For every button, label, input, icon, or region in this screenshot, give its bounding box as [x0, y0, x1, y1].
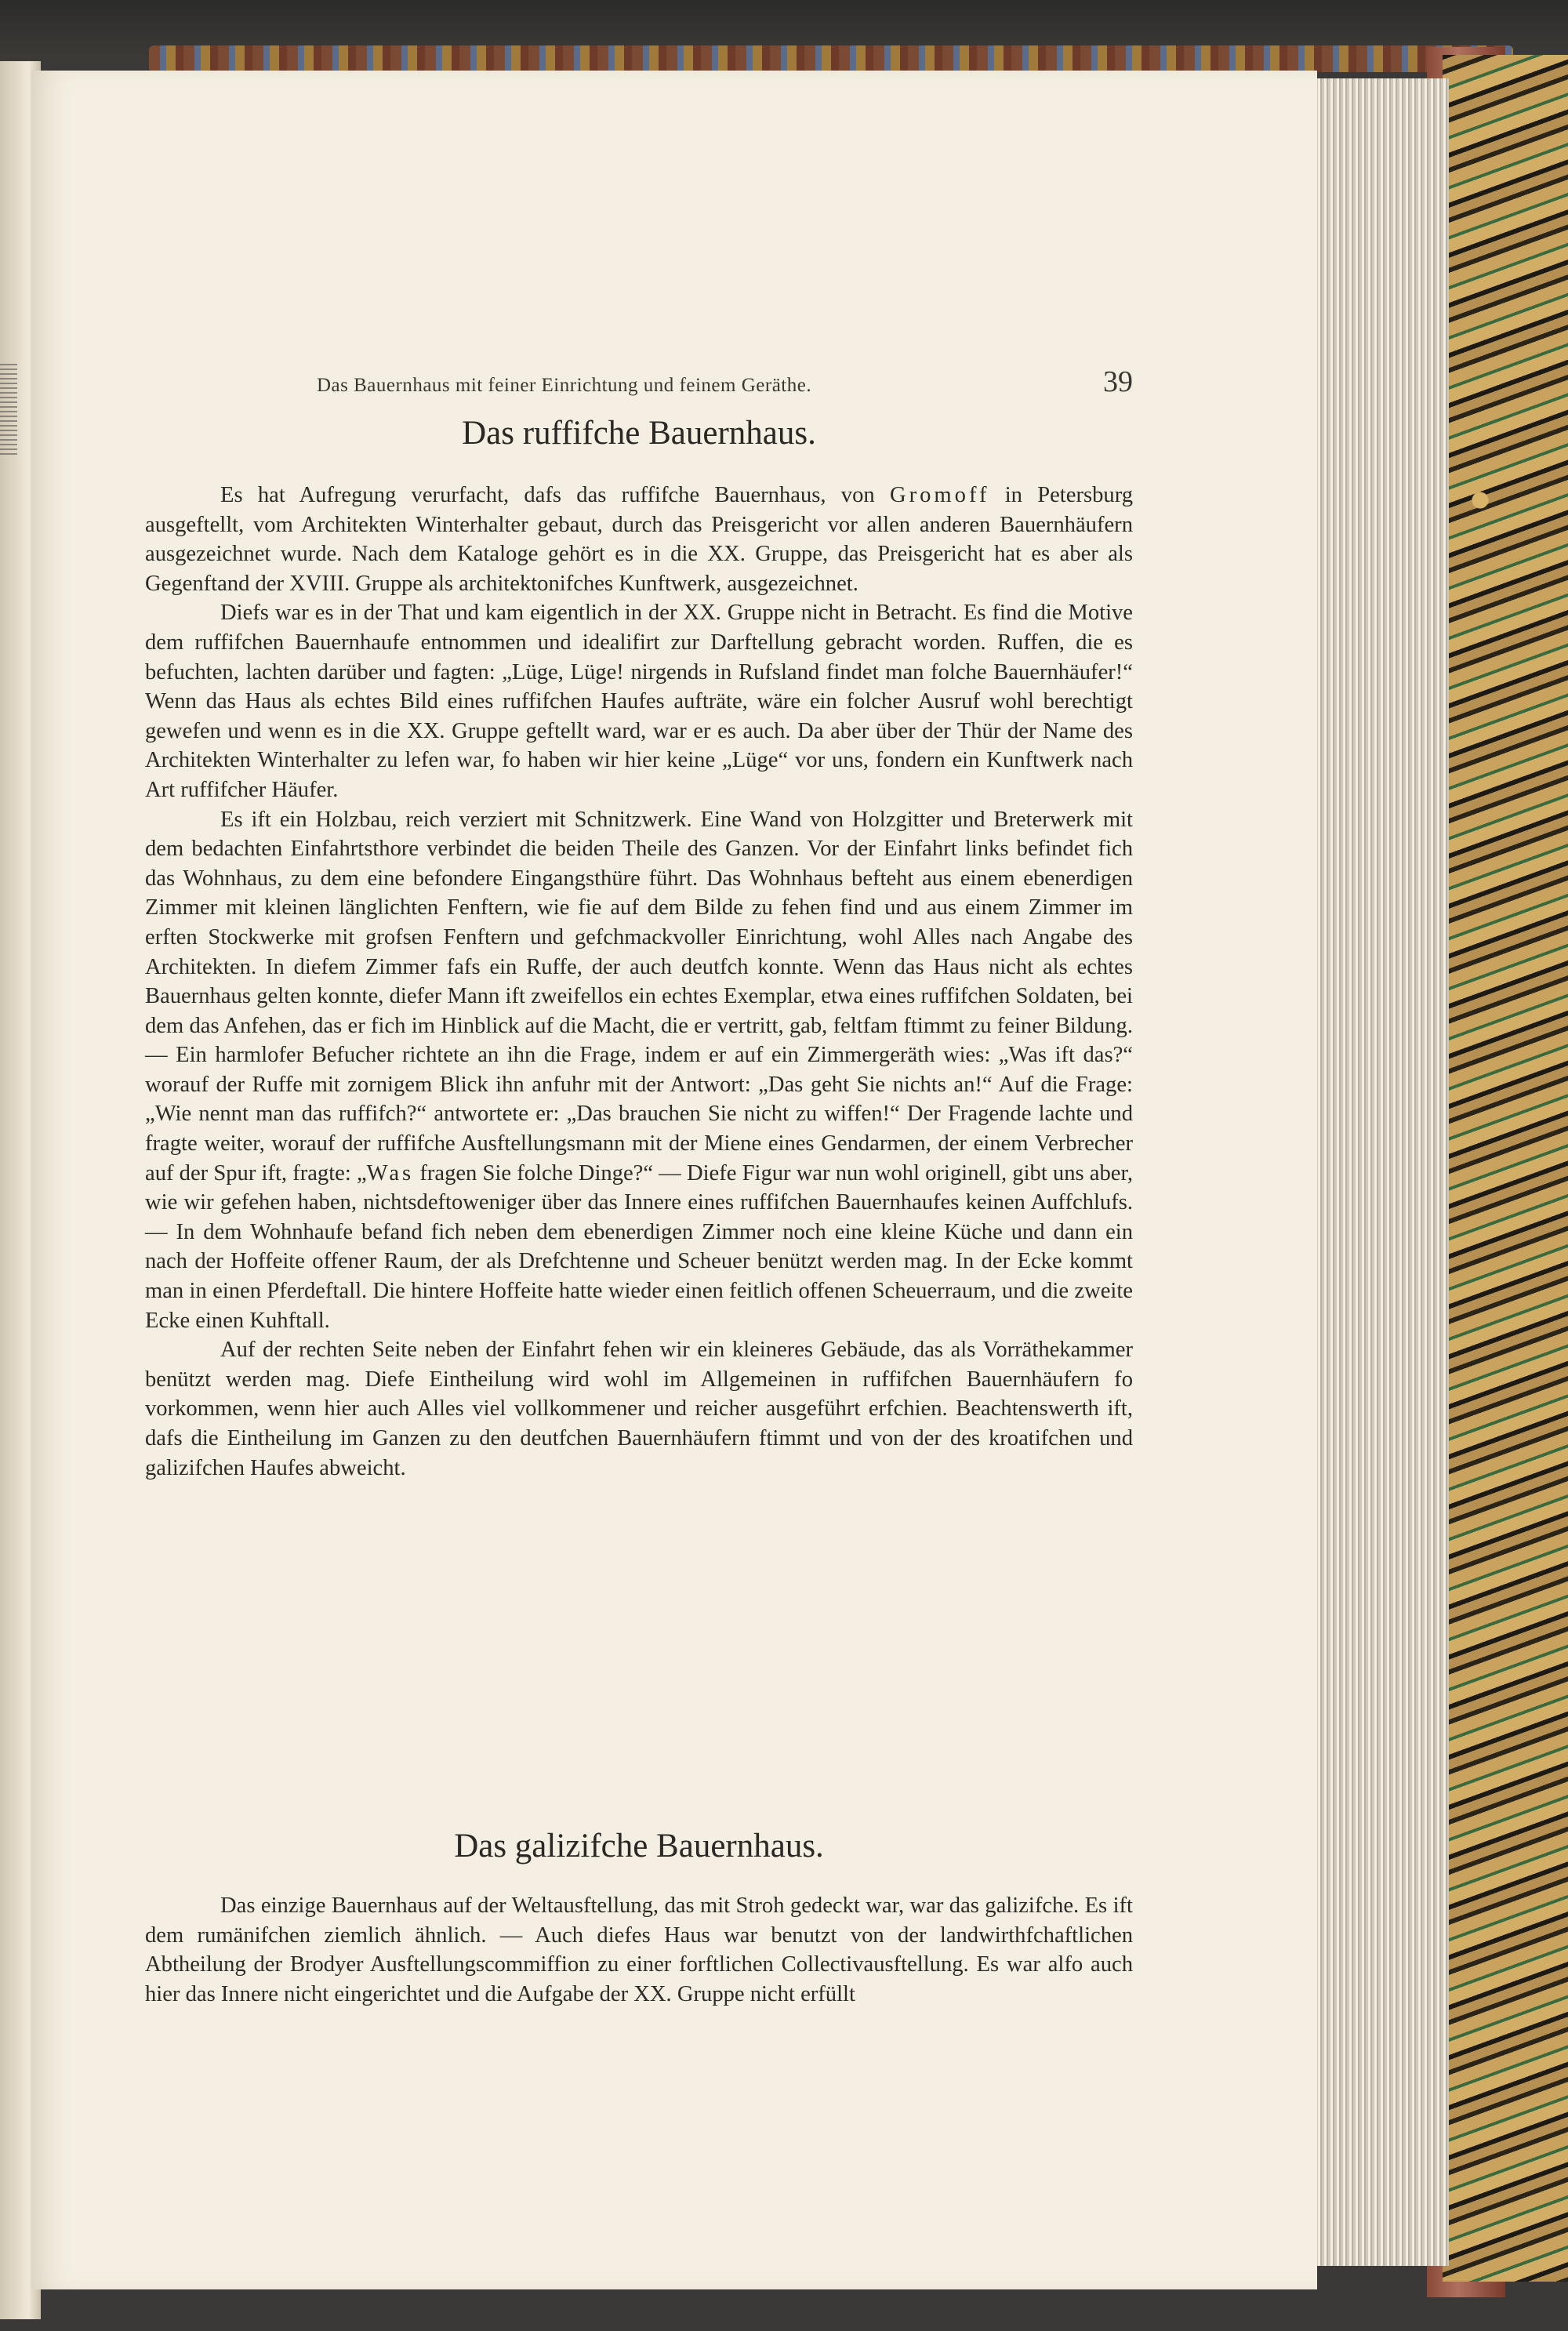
book-page — [31, 71, 1317, 2289]
paragraph-text: fragen Sie folche Dinge?“ — Diefe Figur war nun wohl originell, gibt uns aber, wie wir gefehen haben, nichtsdeftoweniger über das Innere eines ruffifchen Bauernhaufes keinen Auffchlufs. — In dem Wohnhaufe befand fich neben dem ebenerdigen Zimmer noch eine kleine Küche und dann ein nach der Hoffeite offener Raum, der als Drefchtenne und Scheuer benützt werden mag. In der Ecke kommt man in einen Pferdeftall. Die hintere Hoffeite hatte wieder einen feitlich offenen Scheuerraum, und die zweite Ecke einen Kuhftall. — [145, 1160, 1133, 1333]
section-title-russian: Das ruffifche Bauernhaus. — [462, 415, 816, 452]
page-number: 39 — [1103, 365, 1133, 398]
section-title-galician: Das galizifche Bauernhaus. — [454, 1828, 824, 1864]
paragraph: Auf der rechten Seite neben der Einfahrt fehen wir ein kleineres Gebäude, das als Vorräthekammer benützt werden mag. Diefe Eintheilung wird wohl im Allgemeinen in ruffifchen Bauernhäufern fo vorkommen, wenn hier auch Alles viel vollkommener und reicher ausgeführt erfchien. Beachtenswerth ift, dafs die Eintheilung im Ganzen zu den deutfchen Bauernhäufern ftimmt und von der des kroatifchen und galizifchen Haufes abweicht. — [145, 1338, 1133, 1480]
paragraph — [145, 805, 1133, 1336]
marbled-endpaper — [1443, 55, 1568, 2282]
book-cover-edge — [149, 45, 1513, 72]
section-body-galician — [145, 1891, 1133, 2009]
paragraph: Diefs war es in der That und kam eigentlich in der XX. Gruppe nicht in Betracht. Es find die Motive dem ruffifchen Bauernhaufe entnommen und idealifirt zur Darftellung gebracht worden. Ruffen, die es befuchten, lachten darüber und fagten: „Lüge, Lüge! nirgends in Rufsland findet man folche Bauernhäufer!“ Wenn das Haus als echtes Bild eines ruffifchen Haufes aufträte, wäre ein folcher Ausruf wohl berechtigt gewefen und wenn es in die XX. Gruppe geftellt ward, war er es auch. Da aber über der Thür der Name des Architekten Winterhalter zu lefen war, fo haben wir hier keine „Lüge“ vor uns, fondern ein Kunftwerk nach Art ruffifcher Häufer. — [145, 601, 1133, 802]
spaced-name: Gromoff — [889, 483, 990, 507]
paragraph: Das einzige Bauernhaus auf der Weltausftellung, das mit Stroh gedeckt war, war das galizifche. Es ift dem rumänifchen ziemlich ähnlich. — Auch diefes Haus war benutzt von der landwirthfchaftlichen Abtheilung der Brodyer Ausftellungscommiffion zu einer forftlichen Collectivausftellung. Es war alfo auch hier das Innere nicht eingerichtet und die Aufgabe der XX. Gruppe nicht erfüllt — [145, 1893, 1133, 2006]
spaced-word: Was — [366, 1160, 415, 1185]
running-head — [267, 365, 1133, 396]
facing-page-print — [0, 361, 17, 455]
paragraph-text: Es ift ein Holzbau, reich verziert mit Schnitzwerk. Eine Wand von Holzgitter und Breterwerk mit dem bedachten Einfahrtsthore verbindet die beiden Theile des Ganzen. Vor der Einfahrt links befindet fich das Wohnhaus, zu dem eine befondere Eingangsthüre führt. Das Wohnhaus befteht aus einem ebenerdigen Zimmer mit kleinen länglichten Fenftern, wie fie auf dem Bilde zu fehen find und aus einem Zimmer im erften Stockwerke mit grofsen Fenftern und gefchmackvoller Einrichtung, wohl Alles nach Angabe des Architekten. In diefem Zimmer fafs ein Ruffe, der auch deutfch konnte. Wenn das Haus nicht als echtes Bauernhaus gelten konnte, diefer Mann ift zweifellos ein echtes Exemplar, etwa eines ruffifchen Soldaten, bei dem das Anfehen, das er fich im Hinblick auf die Macht, die er vertritt, gab, feltfam ftimmt zu feiner Bildung. — Ein harmlofer Befucher richtete an ihn die Frage, indem er auf ein Zimmergeräth wies: „Was ift das?“ worauf der Ruffe mit zornigem Blick ihn anfuhr mit der Antwort: „Das geht Sie nichts an!“ Auf die Frage: „Wie nennt man das ruffifch?“ antwortete er: „Das brauchen Sie nicht zu wiffen!“ Der Fragende lachte und fragte weiter, worauf der ruffifche Ausftellungsmann mit der Miene eines Gendarmen, der einem Verbrecher auf der Spur ift, fragte: „ — [145, 807, 1133, 1185]
paragraph-text: in Petersburg ausgeftellt, vom Architekten Winterhalter gebaut, durch das Preisgericht vor allen anderen Bauernhäufern ausgezeichnet wurde. Nach dem Kataloge gehört es in die XX. Gruppe, das Preisgericht hat es aber als Gegenftand der XVIII. Gruppe als architektonifches Kunftwerk, ausgezeichnet. — [145, 483, 1133, 596]
page-block-edges — [1308, 78, 1449, 2266]
running-head-text: Das Bauernhaus mit feiner Einrichtung und feinem Geräthe. — [317, 375, 812, 396]
paragraph-text: Es hat Aufregung verurfacht, dafs das ruffifche Bauernhaus, von — [220, 483, 890, 507]
paragraph — [145, 481, 1133, 598]
section-body-russian — [145, 481, 1133, 1483]
